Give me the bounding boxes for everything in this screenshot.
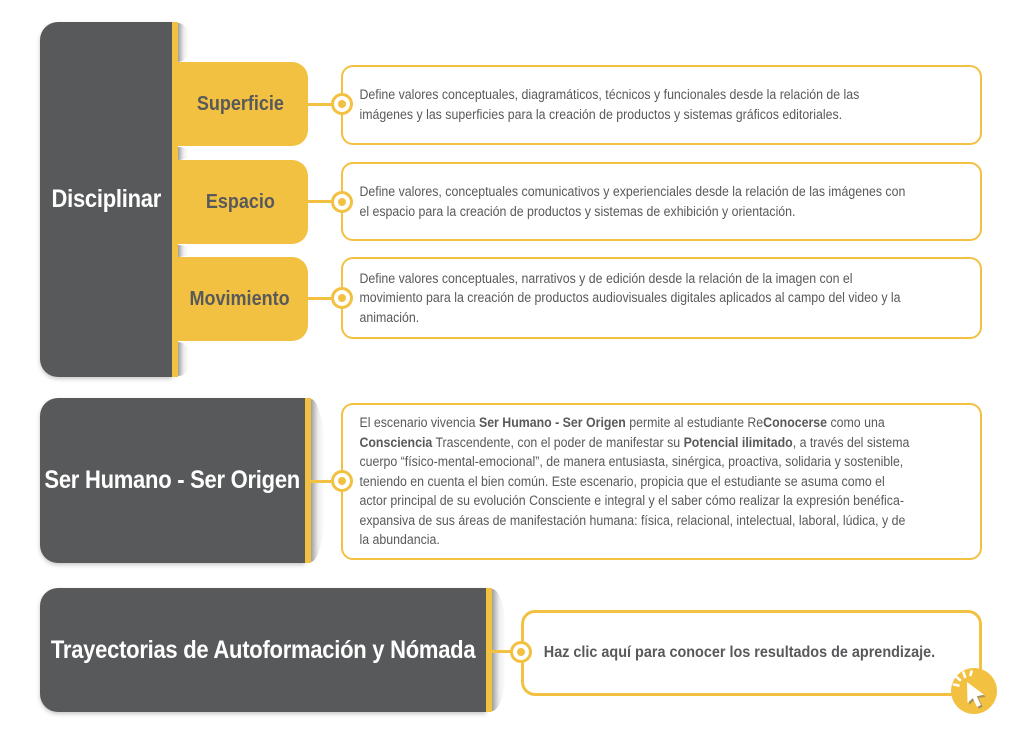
description-text: Define valores, conceptuales comunicativos y experienciales desde la relación de las imágenes con el espacio para la creación de productos y sistemas de exhibición y orientación.	[359, 183, 906, 219]
curl-shadow	[178, 342, 191, 376]
curl-shadow	[178, 245, 190, 257]
dot-circle-icon	[331, 191, 353, 213]
connector-line	[308, 297, 331, 300]
category-box-disciplinar	[40, 22, 172, 377]
description-box-espacio	[341, 162, 982, 241]
dot-circle-icon	[331, 287, 353, 309]
category-title-ser-humano: Ser Humano - Ser Origen	[44, 466, 301, 494]
connector-line	[310, 480, 331, 483]
cta-label: Haz clic aquí para conocer los resultados de aprendizaje.	[543, 644, 936, 661]
category-box-ser-humano-ser-origen	[40, 398, 305, 563]
curl-shadow	[178, 147, 190, 160]
category-box-trayectorias	[40, 588, 486, 712]
category-title-disciplinar: Disciplinar	[51, 185, 161, 213]
subcategory-label-movimiento: Movimiento	[189, 287, 291, 310]
description-text: El escenario vivencia Ser Humano - Ser Origen permite al estudiante ReConocerse como una Consciencia Trascendente, con el poder de manifestar su Potencial ilimitado, a través del sistema cuerpo “físico-mental-emocional”, de manera entusiasta, sinérgica, proactiva, solidaria y sostenible, teniendo en cuenta el bien común. Este escenario, propicia que el estudiante se asuma como el actor principal de su evolución Consciente e integral y el saber cómo realizar la expresión benéfica-expansiva de sus áreas de manifestación humana: física, relacional, intelectual, laboral, lúdica, y de la abundancia.	[359, 415, 910, 548]
subcategory-box-superficie	[172, 62, 308, 146]
dot-circle-icon	[510, 641, 532, 663]
description-text: Define valores conceptuales, narrativos y de edición desde la relación de la imagen con el movimiento para la creación de productos audiovisuales digitales aplicados al campo del video y la animación.	[359, 270, 901, 325]
dot-circle-icon	[331, 470, 353, 492]
curl-shadow	[178, 23, 191, 62]
connector-line	[491, 650, 511, 653]
subcategory-box-espacio	[172, 160, 308, 244]
subcategory-label-superficie: Superficie	[196, 92, 284, 115]
subcategory-label-espacio: Espacio	[205, 190, 275, 213]
cta-button[interactable]	[521, 610, 982, 696]
connector-line	[308, 200, 331, 203]
category-title-trayectorias: Trayectorias de Autoformación y Nómada	[50, 635, 476, 664]
description-box-movimiento	[341, 257, 982, 339]
dot-circle-icon	[331, 93, 353, 115]
description-box-ser-humano	[341, 403, 982, 560]
subcategory-box-movimiento	[172, 257, 308, 341]
description-text: Define valores conceptuales, diagramáticos, técnicos y funcionales desde la relación de las imágenes y las superficies para la creación de productos y sistemas gráficos editoriales.	[359, 87, 860, 122]
description-box-superficie	[341, 65, 982, 145]
cursor-click-icon[interactable]	[951, 668, 997, 714]
connector-line	[308, 103, 331, 106]
